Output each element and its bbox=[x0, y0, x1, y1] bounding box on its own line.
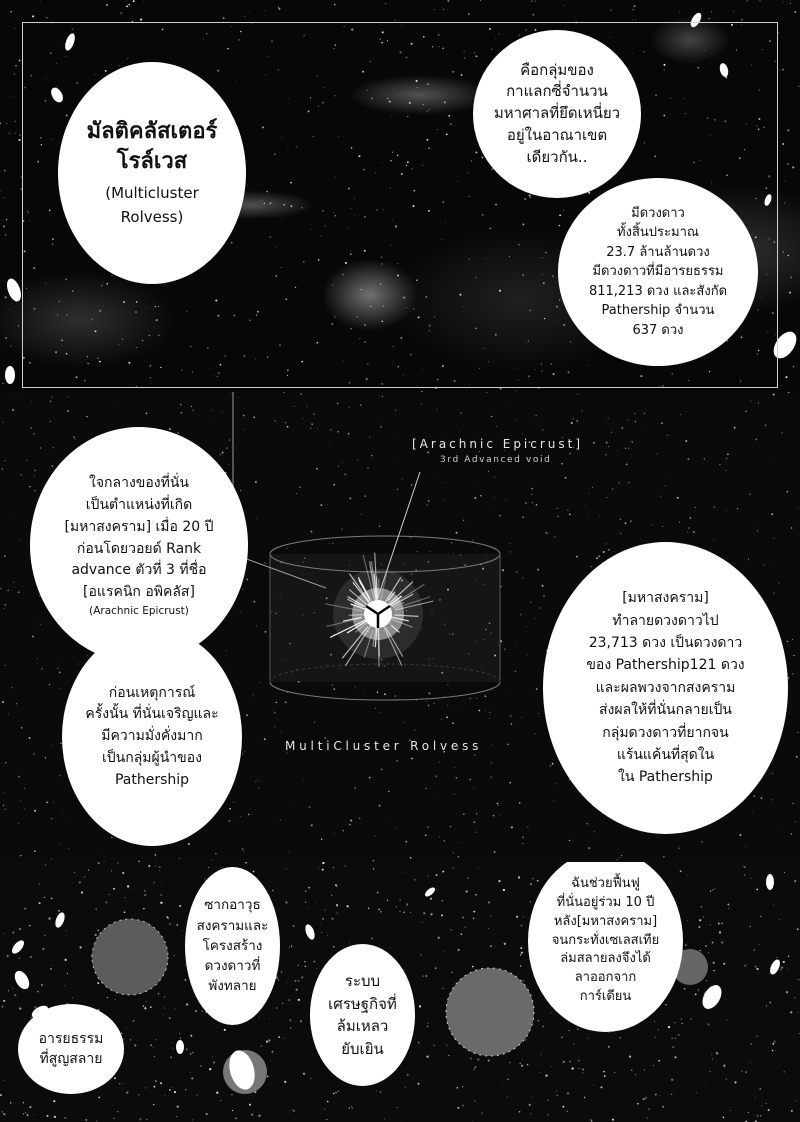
speech-bubble-galaxy-group bbox=[473, 30, 641, 198]
galaxy-group-text: คือกลุ่มของ กาแลกซี่จำนวน มหาศาลที่ยึดเหนี่ยว อยู่ในอาณาเขต เดียวกัน.. bbox=[493, 60, 621, 166]
lost-civilization-text: อารยธรรม ที่สูญสลาย bbox=[38, 1030, 104, 1067]
wreckage-text: ซากอาวุธ สงครามและ โครงสร้าง ดวงดาวที่ พังทลาย bbox=[196, 897, 269, 995]
cluster-label: MultiCluster Rolvess bbox=[285, 739, 483, 753]
void-name-label: [Arachnic Epicrust] bbox=[412, 437, 584, 451]
restoration-text: ฉันช่วยฟื้นฟู ที่นั่นอยู่ร่วม 10 ปี หลัง[มหาสงคราม] จนกระทั่งเซเลสเทีย ล่มสลายลงจึงได้ ลาออกจาก การ์เดียน bbox=[551, 876, 660, 1005]
speech-bubble-lost-civilization bbox=[18, 1004, 124, 1094]
before-war-text: ก่อนเหตุการณ์ ครั้งนั้น ที่นั่นเจริญและ มีความมั่งคั่งมาก เป็นกลุ่มผู้นำของ Pathership bbox=[85, 684, 219, 788]
speech-bubble-cluster-name bbox=[58, 62, 246, 284]
war-center-text: ใจกลางของที่นั่น เป็นตำแหน่งที่เกิด [มหาสงคราม] เมื่อ 20 ปี ก่อนโดยวอยด์ Rank advance ตัวที่ 3 ที่ชื่อ [อแรคนิก อพิคลัส] bbox=[64, 475, 214, 600]
war-damage-text: [มหาสงคราม] ทำลายดวงดาวไป 23,713 ดวง เป็นดวงดาว ของ Pathership121 ดวง และผลพวงจากสงคราม ส่งผลให้ที่นั่นกลายเป็น กลุ่มดวงดาวที่ยากจน แร้นแค้นที่สุดใน ใน Pathership bbox=[586, 590, 745, 786]
speech-bubble-economy bbox=[310, 944, 415, 1086]
speech-bubble-star-stats bbox=[558, 178, 758, 366]
speech-bubble-before-war bbox=[62, 628, 242, 846]
cluster-name-title: มัลติคลัสเตอร์ โรล์เวส bbox=[86, 119, 218, 174]
cluster-name-subtitle: (Multicluster Rolvess) bbox=[105, 184, 199, 226]
war-center-subtext: (Arachnic Epicrust) bbox=[89, 604, 189, 617]
panel-war-site bbox=[0, 392, 800, 862]
speech-bubble-wreckage bbox=[185, 867, 280, 1025]
void-rank-label: 3rd Advanced void bbox=[440, 455, 552, 465]
star-stats-text: มีดวงดาว ทั้งสิ้นประมาณ 23.7 ล้านล้านดวง มีดวงดาวที่มีอารยธรรม 811,213 ดวง และสังกัด Pathership จำนวน 637 ดวง bbox=[588, 205, 728, 338]
economy-text: ระบบ เศรษฐกิจที่ ล้มเหลว ยับเยิน bbox=[328, 972, 397, 1058]
panel-aftermath bbox=[0, 862, 800, 1122]
speech-bubble-war-damage bbox=[543, 542, 788, 834]
panel-galaxy-overview bbox=[0, 0, 800, 392]
